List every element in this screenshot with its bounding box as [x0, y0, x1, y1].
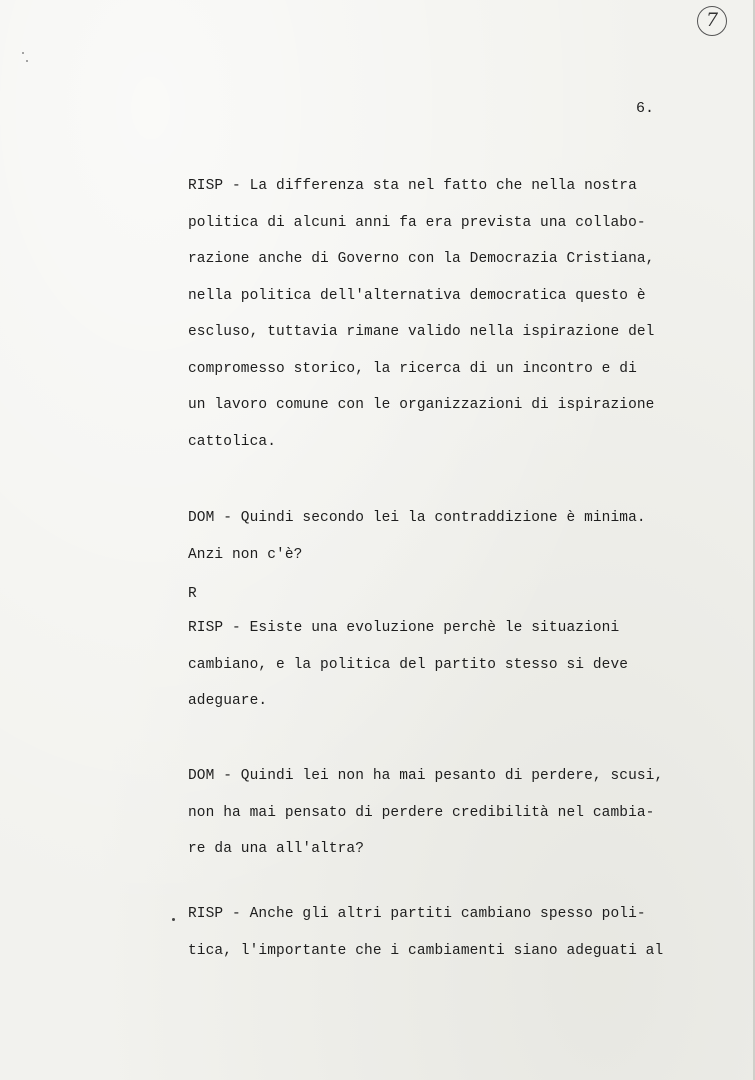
paper-speck: [26, 60, 28, 62]
paper-speck: [22, 52, 24, 54]
margin-dot: [172, 918, 175, 921]
answer-paragraph: RISP - La differenza sta nel fatto che nella nostra politica di alcuni anni fa era prevista una collabo- razione anche di Governo con la Democrazia Cristiana, nella politica dell'alternativa democratica questo è escluso, tuttavia rimane valido nella ispirazione del compromesso storico, la ricerca di un incontro e di un lavoro comune con le organizzazioni di ispirazione cattolica.: [188, 178, 655, 450]
page-number: 6.: [636, 100, 655, 117]
answer-paragraph: RISP - Esiste una evoluzione perchè le situazioni cambiano, e la politica del partito stesso si deve adeguare.: [188, 620, 629, 709]
question-paragraph: DOM - Quindi secondo lei la contraddizione è minima. Anzi non c'è?: [188, 510, 646, 563]
archive-page-mark: 7: [697, 6, 727, 36]
answer-paragraph: RISP - Anche gli altri partiti cambiano spesso poli- tica, l'importante che i cambiamenti siano adeguati al: [188, 906, 664, 959]
question-paragraph: DOM - Quindi lei non ha mai pesanto di perdere, scusi, non ha mai pensato di perdere credibilità nel cambia- re da una all'altra?: [188, 768, 664, 857]
stray-letter: R: [188, 586, 197, 602]
